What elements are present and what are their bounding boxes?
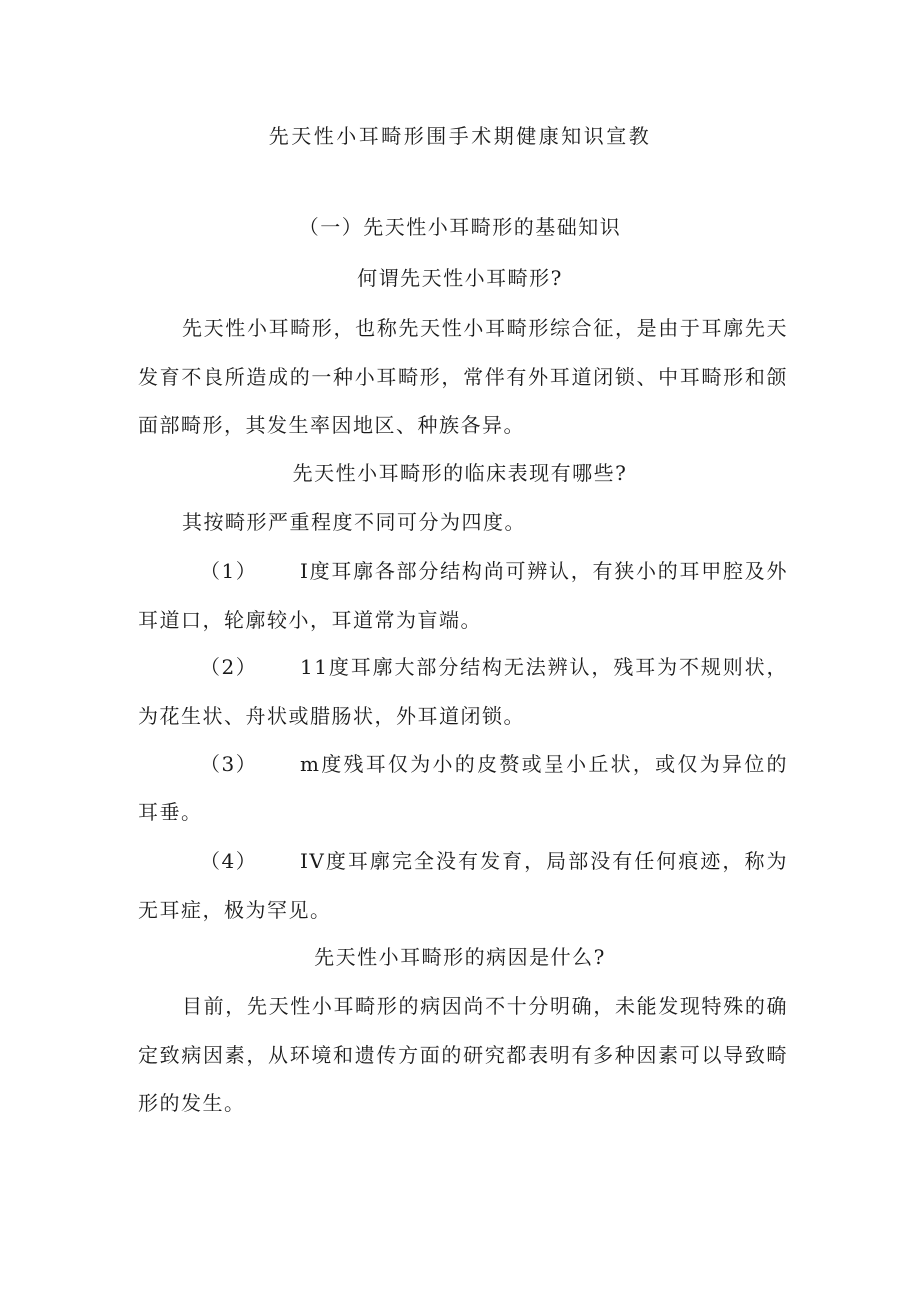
section-heading: （一）先天性小耳畸形的基础知识 [298, 215, 622, 239]
paragraph-line: 形的发生。 [138, 1091, 246, 1115]
list-item-number: （4） [200, 849, 258, 873]
list-item-number: （3） [200, 752, 258, 776]
question-heading: 先天性小耳畸形的临床表现有哪些? [292, 461, 628, 485]
paragraph-line: 其按畸形严重程度不同可分为四度。 [182, 510, 526, 534]
paragraph-line: 发育不良所造成的一种小耳畸形，常伴有外耳道闭锁、中耳畸形和颌 [138, 365, 788, 389]
paragraph-line: 面部畸形，其发生率因地区、种族各异。 [138, 413, 525, 437]
document-title: 先天性小耳畸形围手术期健康知识宣教 [268, 124, 652, 148]
list-item-text: 为花生状、舟状或腊肠状，外耳道闭锁。 [138, 704, 525, 728]
list-item-text: 耳道口，轮廓较小，耳道常为盲端。 [138, 608, 482, 632]
list-item-text: 11度耳廓大部分结构无法辨认，残耳为不规则状， [300, 655, 788, 679]
list-item-text: 无耳症，极为罕见。 [138, 898, 332, 922]
paragraph-line: 定致病因素，从环境和遗传方面的研究都表明有多种因素可以导致畸 [138, 1043, 788, 1067]
paragraph-line: 先天性小耳畸形，也称先天性小耳畸形综合征，是由于耳廓先天 [182, 316, 788, 340]
list-item-text: I度耳廓各部分结构尚可辨认，有狭小的耳甲腔及外 [300, 559, 788, 583]
list-item-text: IV度耳廓完全没有发育，局部没有任何痕迹，称为 [300, 849, 788, 873]
list-item-number: （1） [200, 559, 258, 583]
question-heading: 何谓先天性小耳畸形? [357, 266, 563, 290]
list-item-text: 耳垂。 [138, 800, 203, 824]
list-item-text: m度残耳仅为小的皮赘或呈小丘状，或仅为异位的 [300, 752, 788, 776]
paragraph-line: 目前，先天性小耳畸形的病因尚不十分明确，未能发现特殊的确 [182, 994, 788, 1018]
question-heading: 先天性小耳畸形的病因是什么? [314, 945, 606, 969]
list-item-number: （2） [200, 655, 258, 679]
